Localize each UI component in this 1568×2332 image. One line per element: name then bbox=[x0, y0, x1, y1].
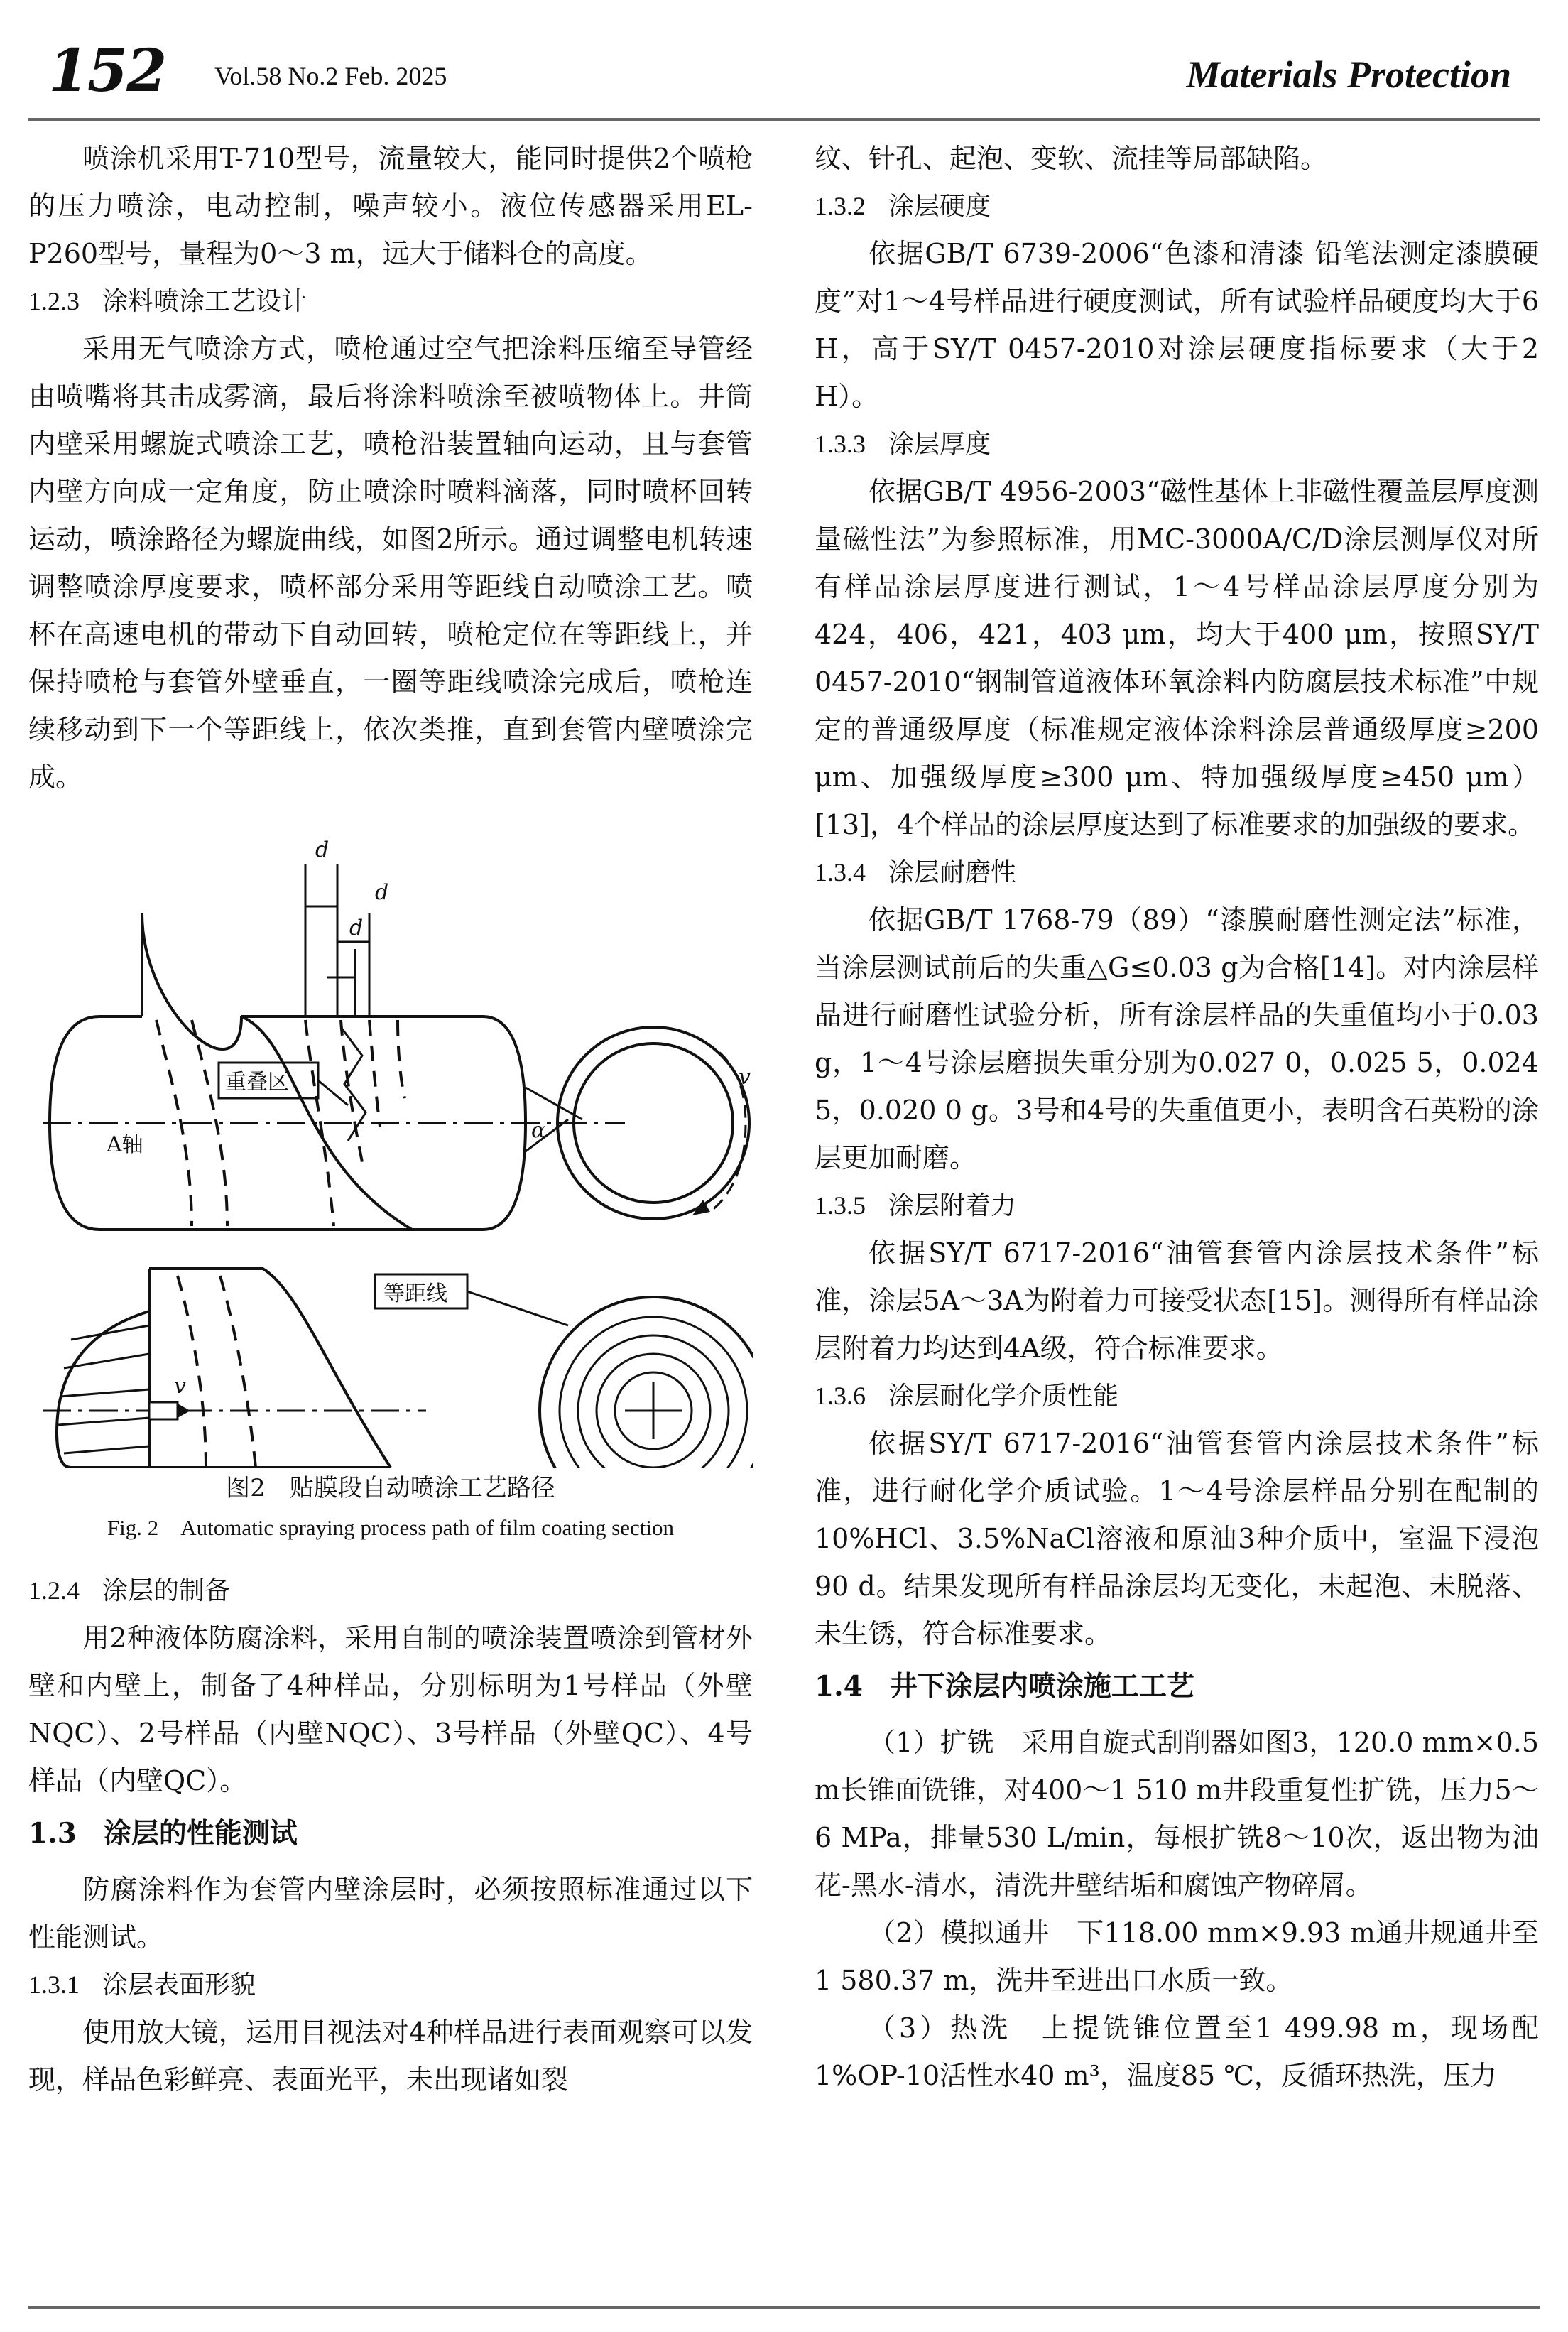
figure-caption-en: Fig. 2 Automatic spraying process path of film coating section bbox=[107, 1515, 675, 1540]
figure-caption-cn: 图2 贴膜段自动喷涂工艺路径 bbox=[226, 1474, 555, 1502]
section-title: 井下涂层内喷涂施工工艺 bbox=[889, 1670, 1194, 1703]
paragraph: 纹、针孔、起泡、变软、流挂等局部缺陷。 bbox=[815, 143, 1328, 174]
paragraph: 依据SY/T 6717-2016“油管套管内涂层技术条件”标准，涂层5A～3A为附着力可接受状态[15]。测得所有样品涂层附着力均达到4A级，符合标准要求。 bbox=[815, 1237, 1539, 1364]
spraying-path-diagram bbox=[28, 828, 753, 1468]
volume-info: Vol.58 No.2 Feb. 2025 bbox=[214, 62, 447, 90]
subsection-number: 1.3.3 bbox=[815, 430, 866, 458]
paragraph: （2）模拟通井 下118.00 mm×9.93 m通井规通井至1 580.37 m，洗井至进出口水质一致。 bbox=[815, 1917, 1539, 1996]
subsection-title: 涂层表面形貌 bbox=[102, 1970, 256, 2000]
paragraph: 依据SY/T 6717-2016“油管套管内涂层技术条件”标准，进行耐化学介质试验。1～4号涂层样品分别在配制的10%HCl、3.5%NaCl溶液和原油3种介质中，室温下浸泡90 d。结果发现所有样品涂层均无变化，未起泡、未脱落、未生锈，符合标准要求。 bbox=[815, 1428, 1539, 1649]
subsection-title: 涂层耐化学介质性能 bbox=[888, 1382, 1119, 1411]
subsection-number: 1.3.2 bbox=[815, 192, 866, 220]
paragraph: 喷涂机采用T-710型号，流量较大，能同时提供2个喷枪的压力喷涂，电动控制，噪声较小。液位传感器采用EL-P260型号，量程为0～3 m，远大于储料仓的高度。 bbox=[28, 143, 753, 269]
label-d-low: d bbox=[349, 916, 364, 940]
subsection-heading bbox=[815, 1182, 1539, 1230]
paragraph: （3）热洗 上提铣锥位置至1 499.98 m，现场配1%OP-10活性水40 m³，温度85 ℃，反循环热洗，压力 bbox=[815, 2012, 1539, 2091]
label-v-top: v bbox=[739, 1065, 751, 1090]
subsection-heading bbox=[28, 278, 753, 325]
right-column bbox=[815, 135, 1539, 2100]
header-rule bbox=[28, 118, 1540, 121]
subsection-title: 涂层硬度 bbox=[888, 192, 991, 221]
page-number: 152 bbox=[48, 37, 166, 105]
paragraph: 用2种液体防腐涂料，采用自制的喷涂装置喷涂到管材外壁和内壁上，制备了4种样品，分别标明为1号样品（外壁NQC）、2号样品（内壁NQC）、3号样品（外壁QC）、4号样品（内壁QC）。 bbox=[28, 1622, 753, 1796]
label-alpha: α bbox=[531, 1118, 546, 1143]
label-d-top: d bbox=[315, 837, 330, 862]
subsection-title: 涂层厚度 bbox=[888, 430, 991, 459]
subsection-heading bbox=[815, 183, 1539, 230]
paragraph: 依据GB/T 6739-2006“色漆和清漆 铅笔法测定漆膜硬度”对1～4号样品进行硬度测试，所有试验样品硬度均大于6 H，高于SY/T 0457-2010对涂层硬度指标要求（大于2 H）。 bbox=[815, 238, 1539, 412]
paragraph: 采用无气喷涂方式，喷枪通过空气把涂料压缩至导管经由喷嘴将其击成雾滴，最后将涂料喷涂至被喷物体上。井筒内壁采用螺旋式喷涂工艺，喷枪沿装置轴向运动，且与套管内壁方向成一定角度，防止喷涂时喷料滴落，同时喷杯回转运动，喷涂路径为螺旋曲线，如图2所示。通过调整电机转速调整喷涂厚度要求，喷杯部分采用等距线自动喷涂工艺。喷杯在高速电机的带动下自动回转，喷枪定位在等距线上，并保持喷枪与套管外壁垂直，一圈等距线喷涂完成后，喷枪连续移动到下一个等距线上，依次类推，直到套管内壁喷涂完成。 bbox=[28, 333, 753, 793]
section-heading bbox=[815, 1662, 1539, 1712]
subsection-number: 1.3.5 bbox=[815, 1191, 866, 1220]
section-heading bbox=[28, 1809, 753, 1859]
paragraph: （1）扩铣 采用自旋式刮削器如图3，120.0 mm×0.5 m长锥面铣锥，对400～1 510 m井段重复性扩铣，压力5～6 MPa，排量530 L/min，每根扩铣8～10次，返出物为油花-黑水-清水，清洗井壁结垢和腐蚀产物碎屑。 bbox=[815, 1727, 1539, 1901]
label-overlap: 重叠区 bbox=[225, 1070, 289, 1095]
subsection-number: 1.3.4 bbox=[815, 858, 866, 886]
section-number: 1.4 bbox=[815, 1670, 863, 1703]
subsection-heading bbox=[28, 1961, 753, 2009]
section-title: 涂层的性能测试 bbox=[103, 1817, 298, 1850]
figure-2 bbox=[28, 828, 753, 1567]
label-d-mid: d bbox=[375, 880, 389, 905]
paragraph: 防腐涂料作为套管内壁涂层时，必须按照标准通过以下性能测试。 bbox=[28, 1874, 753, 1953]
subsection-number: 1.2.3 bbox=[28, 287, 80, 315]
subsection-heading bbox=[815, 1372, 1539, 1420]
label-a-axis: A轴 bbox=[107, 1132, 143, 1157]
subsection-number: 1.3.6 bbox=[815, 1382, 866, 1410]
subsection-number: 1.2.4 bbox=[28, 1576, 80, 1605]
paragraph: 依据GB/T 1768-79（89）“漆膜耐磨性测定法”标准，当涂层测试前后的失重△G≤0.03 g为合格[14]。对内涂层样品进行耐磨性试验分析，所有涂层样品的失重值均小于0.03 g，1～4号涂层磨损失重分别为0.027 0，0.025 5，0.024 5，0.020 0 g。3号和4号的失重值更小，表明含石英粉的涂层更加耐磨。 bbox=[815, 904, 1539, 1173]
paragraph: 依据GB/T 4956-2003“磁性基体上非磁性覆盖层厚度测量磁性法”为参照标准，用MC-3000A/C/D涂层测厚仪对所有样品涂层厚度进行测试，1～4号样品涂层厚度分别为424，406，421，403 μm，均大于400 μm，按照SY/T 0457-2010“钢制管道液体环氧涂料内防腐层技术标准”中规定的普通级厚度（标准规定液体涂料涂层普通级厚度≥200 μm、加强级厚度≥300 μm、特加强级厚度≥450 μm）[13]，4个样品的涂层厚度达到了标准要求的加强级的要求。 bbox=[815, 476, 1539, 840]
section-number: 1.3 bbox=[28, 1817, 77, 1850]
footer-rule bbox=[28, 2306, 1540, 2309]
label-v-bottom: v bbox=[174, 1374, 186, 1399]
label-equidistant: 等距线 bbox=[383, 1281, 447, 1306]
subsection-title: 涂层耐磨性 bbox=[888, 858, 1017, 887]
subsection-heading bbox=[815, 849, 1539, 896]
paragraph: 使用放大镜，运用目视法对4种样品进行表面观察可以发现，样品色彩鲜亮、表面光平，未出现诸如裂 bbox=[28, 2017, 753, 2095]
subsection-number: 1.3.1 bbox=[28, 1970, 80, 1999]
subsection-title: 涂层的制备 bbox=[102, 1576, 231, 1605]
subsection-heading bbox=[28, 1567, 753, 1615]
subsection-title: 涂层附着力 bbox=[888, 1191, 1017, 1220]
subsection-title: 涂料喷涂工艺设计 bbox=[102, 287, 307, 316]
left-column bbox=[28, 135, 753, 2104]
page-header bbox=[28, 37, 1540, 105]
subsection-heading bbox=[815, 421, 1539, 468]
journal-title: Materials Protection bbox=[1186, 53, 1511, 96]
